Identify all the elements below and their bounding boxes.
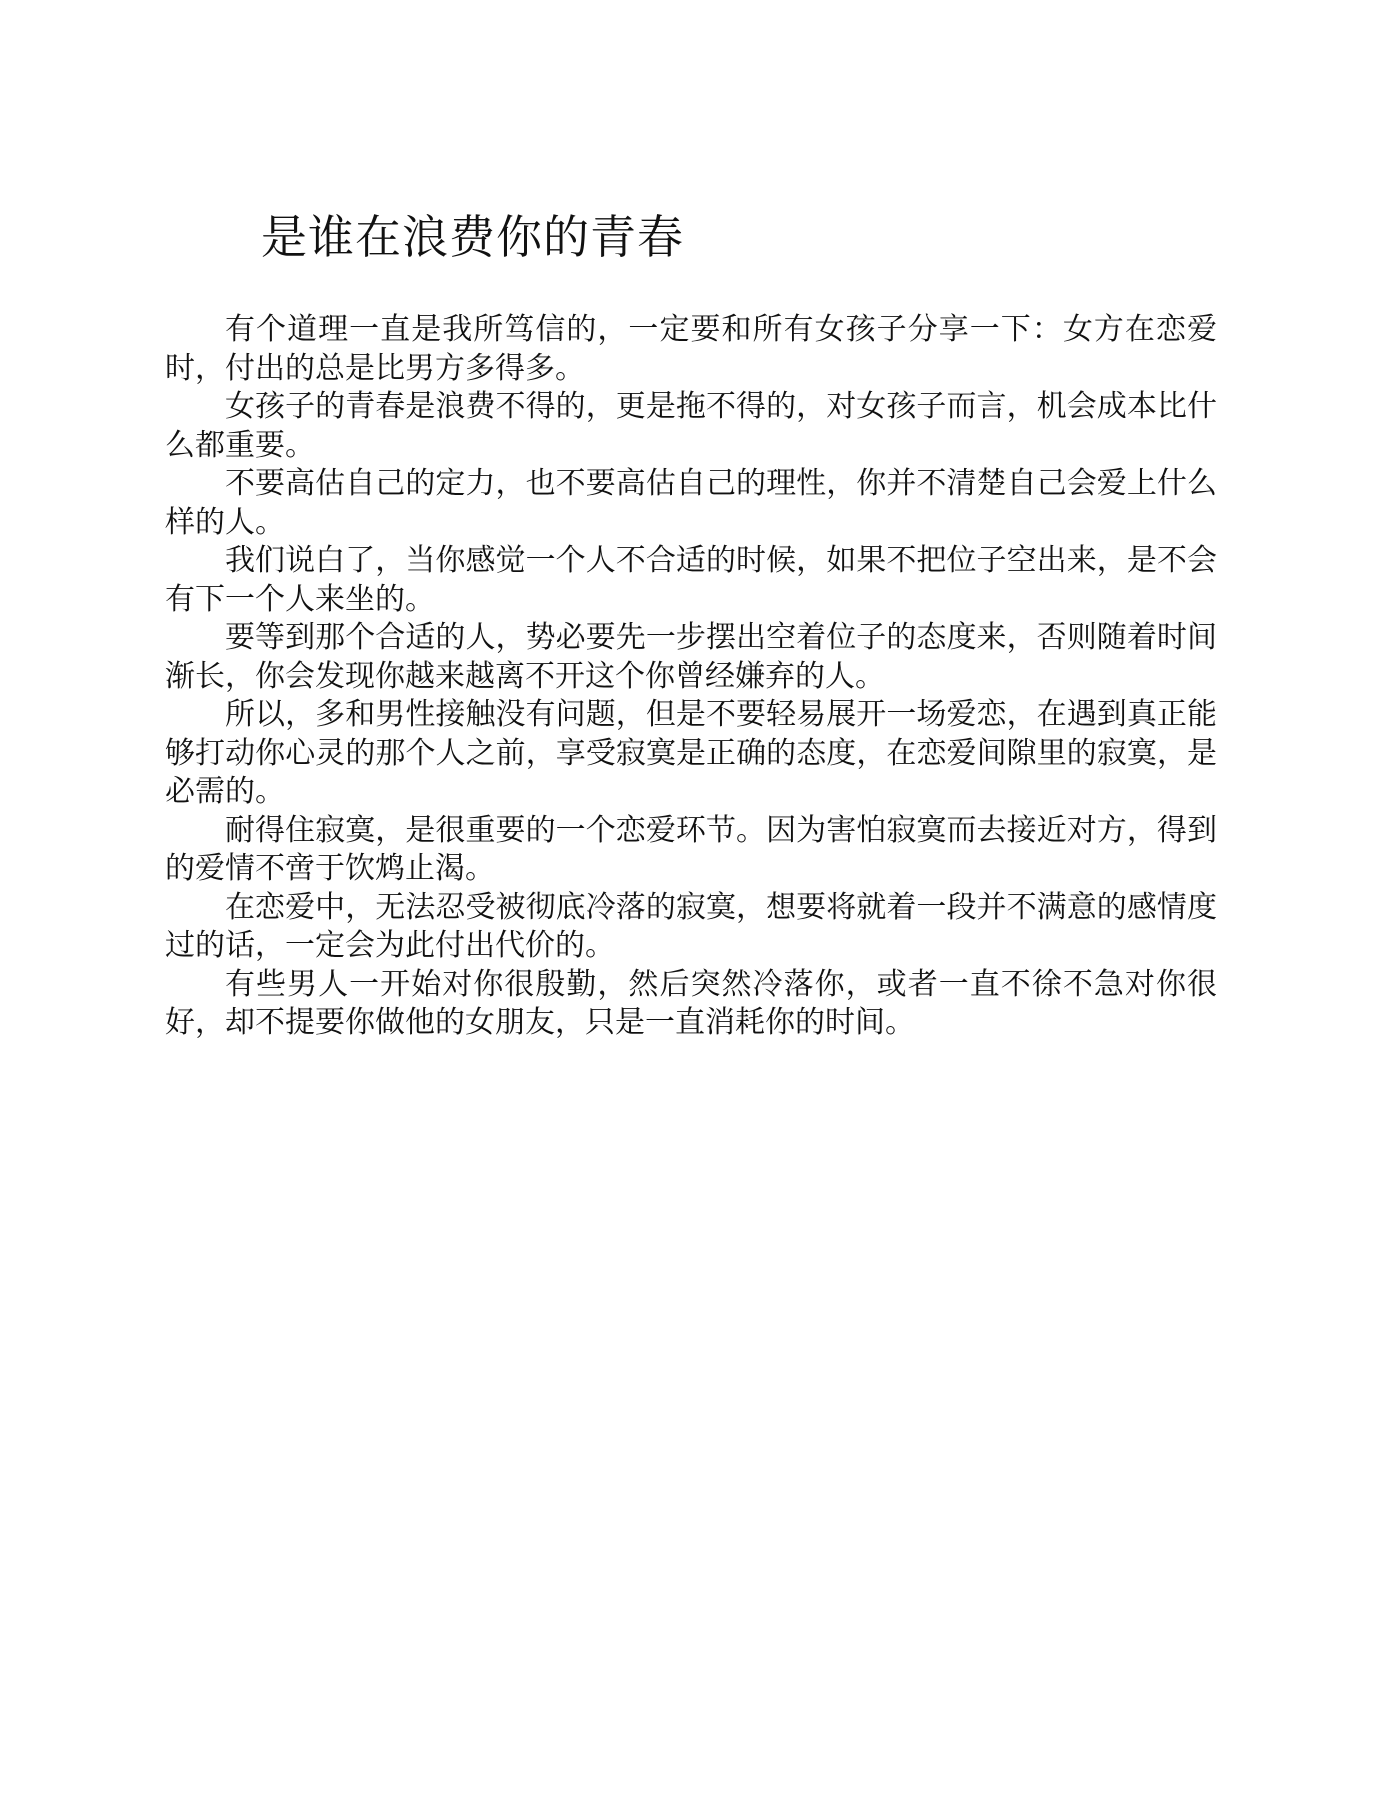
paragraph: 我们说白了，当你感觉一个人不合适的时候，如果不把位子空出来，是不会有下一个人来坐的。 [165,543,1217,617]
paragraph: 有个道理一直是我所笃信的，一定要和所有女孩子分享一下：女方在恋爱时，付出的总是比男方多得多。 [165,312,1217,386]
paragraph: 不要高估自己的定力，也不要高估自己的理性，你并不清楚自己会爱上什么样的人。 [165,466,1217,540]
paragraph: 女孩子的青春是浪费不得的，更是拖不得的，对女孩子而言，机会成本比什么都重要。 [165,389,1217,463]
document-title: 是谁在浪费你的青春 [261,210,684,264]
document-body [165,311,1217,1043]
paragraph: 有些男人一开始对你很殷勤，然后突然冷落你，或者一直不徐不急对你很好，却不提要你做他的女朋友，只是一直消耗你的时间。 [165,966,1217,1040]
paragraph: 在恋爱中，无法忍受被彻底冷落的寂寞，想要将就着一段并不满意的感情度过的话，一定会为此付出代价的。 [165,889,1217,963]
paragraph: 耐得住寂寞，是很重要的一个恋爱环节。因为害怕寂寞而去接近对方，得到的爱情不啻于饮鸩止渴。 [165,812,1217,886]
paragraph: 所以，多和男性接触没有问题，但是不要轻易展开一场爱恋，在遇到真正能够打动你心灵的那个人之前，享受寂寞是正确的态度，在恋爱间隙里的寂寞，是必需的。 [165,697,1217,809]
paragraph: 要等到那个合适的人，势必要先一步摆出空着位子的态度来，否则随着时间渐长，你会发现你越来越离不开这个你曾经嫌弃的人。 [165,620,1217,694]
